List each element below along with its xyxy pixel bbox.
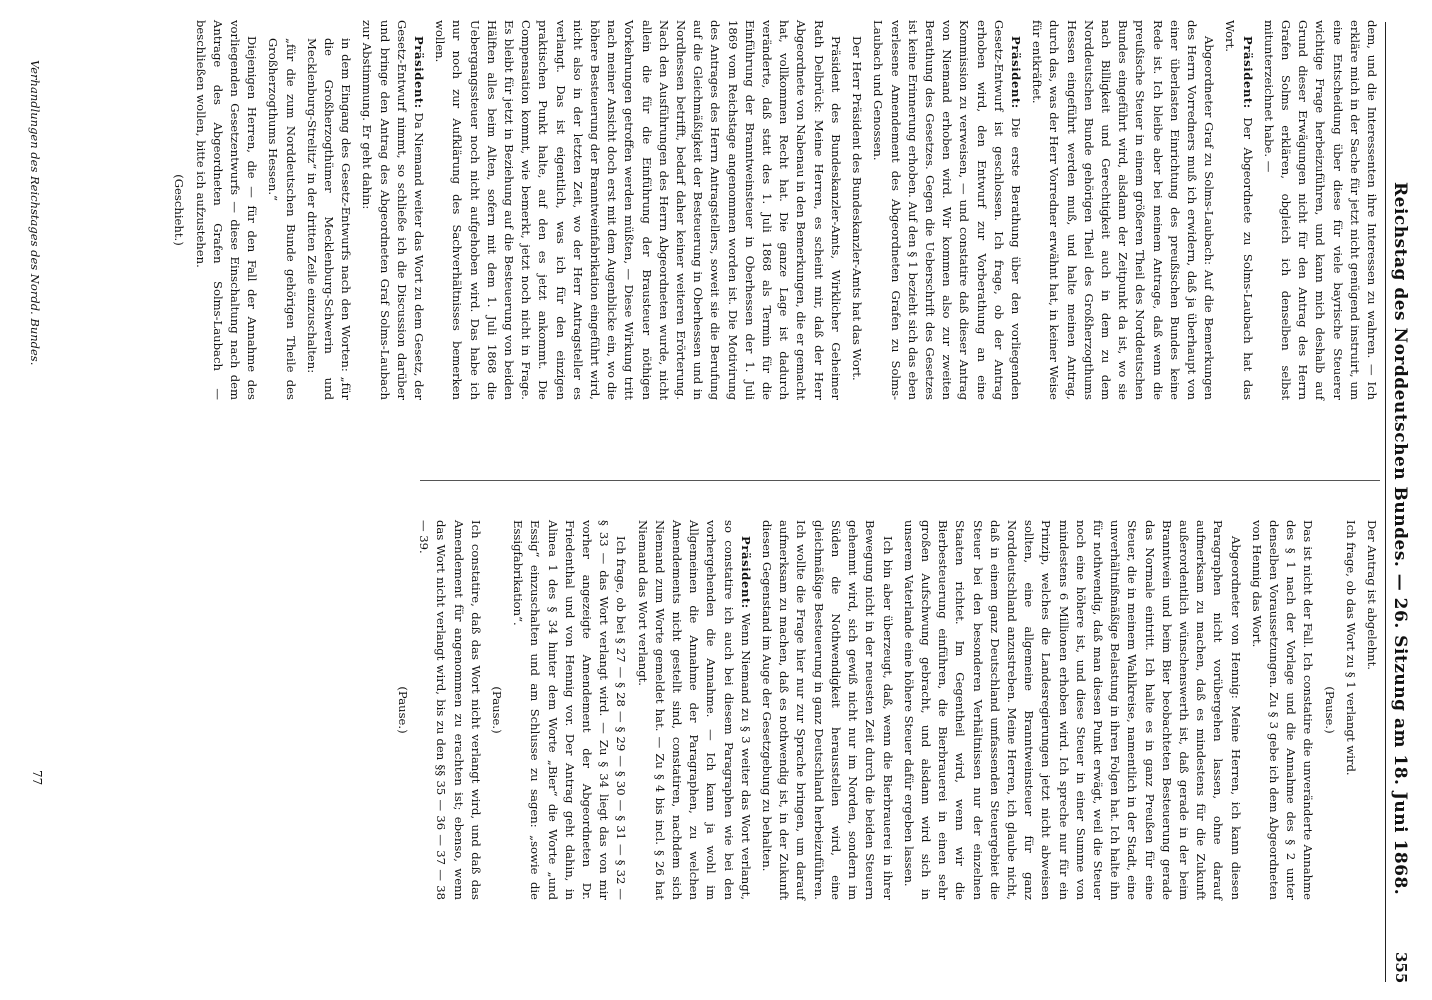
running-head: [1384, 22, 1414, 982]
paragraph: Der Herr Präsident des Bundeskanzler-Amts hat das Wort.: [850, 36, 865, 381]
column-divider: [420, 480, 1380, 481]
speech-text: Da Niemand weiter das Wort zu dem Gesetz, der Gesetz-Entwurf nimmt, so schließe ich die Discussion darüber und bringe den Antrag des Abgeordneten Graf Solms-Laubach zur Abstimmung. Er geht dahin:: [360, 20, 427, 400]
speech-text: Wenn Niemand zu § 3 weiter das Wort verlangt, so constatire ich auch bei diesem Paragraphen wie bei den vorhergehenden die Annahme. — Ich kann ja wohl im Allgemeinen die Annahme der Paragraphen, zu welchen Amendements nicht gestellt sind, constatiren, nachdem sich Niemand zum Worte gemeldet hat. — Zu § 4 bis incl. § 26 hat Niemand das Wort verlangt.: [635, 520, 753, 900]
speaker-name: Präsident:: [1008, 36, 1023, 109]
speaker-name: Präsident:: [1240, 36, 1255, 109]
speaker-name: Präsident:: [412, 36, 427, 109]
footer-signature-mark: 77: [30, 770, 44, 786]
paragraph: Abgeordneter von Hennig: Meine Herren, ich kann diesen Paragraphen nicht vorübergehen lassen, ohne darauf aufmerksam zu machen, daß es mindestens für die Zukunft außerordentlich wünschenswerth ist, daß gerade in der beim Branntwein und beim Bier beobachteten Besteuerung gerade das Normale eintritt. Ich halte es in ganz Preußen für eine Steuer, die in meinem Wahlkreise, namentlich in der Stadt, eine unverhältnißmäßige Belastung in ihren Folgen hat. Ich halte ihn für nothwendig, daß man diesen Punkt erwägt, weil die Steuer noch eine höhere ist, und diese Steuer in einer Summe von mindestens 6 Millionen erhoben wird. Ich spreche nur für ein Prinzip, welches die Landesregierungen jetzt nicht abweisen sollten, eine allgemeine Branntweinsteuer für ganz Norddeutschland anzustreben. Meine Herren, ich glaube nicht, daß in einem ganz Deutschland umfassenden Steuergebiet die Steuer bei den besonderen Verhältnissen nur der einzelnen Staaten richtet. Im Gegentheil wird, wenn wir die Bierbesteuerung einführen, die Bierbrauerei in einen sehr großen Aufschwung gebracht, und alsdann wird sich in unserem Vaterlande eine höhere Steuer dafür ergeben lassen.: [901, 520, 1243, 900]
speech-text: Der Abgeordnete zu Solms-Laubach hat das Wort.: [1223, 20, 1255, 400]
paragraph: Der Antrag ist abgelehnt.: [1365, 520, 1379, 670]
paragraph: dem, und die Interessenten ihre Interessen zu wahren. — Ich erkläre mich in der Sache für jetzt nicht genügend instruirt, um eine Entscheidung über diese für viele bayrische Steuerer wichtige Frage herbeizuführen, und kann mich deshalb auf Grund dieser Erwägungen nicht für den Antrag des Herrn Grafen Solms erklären, obgleich ich denselben selbst mitunterzeichnet habe. —: [1261, 20, 1379, 400]
speaker-paragraph: [869, 20, 1024, 400]
stage-direction: (Pause.): [396, 686, 411, 734]
speaker-paragraph: [633, 520, 753, 900]
paragraph: Ich frage, ob das Wort zu § 1 verlangt wird.: [1343, 520, 1358, 776]
quoted-motion: „für die zum Norddeutschen Bunde gehörigen Theile des Großherzogthums Hessen.“: [266, 38, 298, 400]
paragraph: Abgeordneter Graf zu Solms-Laubach: Auf die Bemerkungen des Herrn Vorredners muß ich erwidern, daß ja überhaupt von einer überlasten Einrichtung des preußischen Bundes keine Rede ist. Ich bleibe aber bei meinem Antrage, daß wenn die preußische Steuer in einem größeren Theil des Norddeutschen Bundes eingeführt wird, alsdann der Zeitpunkt da ist, wo sie nach Billigkeit und Gerechtigkeit auch in dem zu dem Norddeutschen Bunde gehörigen Theil des Großherzogthums Hessen eingeführt werden muß, und halte meinen Antrag, durch das, was der Herr Vorredner erwähnt hat, in keiner Weise für entkräftet.: [1030, 20, 1217, 400]
paragraph: Ich bin aber überzeugt, daß, wenn die Bierbrauerei in ihrer Bewegung nicht in der neuesten Zeit durch die beiden Steuern gehemmt wird, sich gewiß nicht nur im Norden, sondern im Süden die Nothwendigkeit herausstellen wird, eine gleichmäßige Besteuerung in ganz Deutschland herbeizuführen. Ich wollte die Frage hier nur zur Sprache bringen, um darauf aufmerksam zu machen, daß es nothwendig ist, in der Zukunft diesen Gegenstand im Auge der Gesetzgebung zu behalten.: [760, 520, 895, 900]
paragraph: Ich frage, ob bei § 27 — § 28 — § 29 — § 30 — § 31 — § 32 — § 33 — das Wort verlangt wird. — Zu § 34 liegt das von mir vorher angezeigte Amendement der Abgeordneten Dr. Friedenthal und von Hennig vor. Der Antrag geht dahin, in Alinea 1 des § 34 hinter dem Worte „Bier“ die Worte „und Essig“ einzuschalten und am Schlusse zu sagen: „sowie die Essigfabrikation“.: [511, 520, 629, 900]
footer-source: Verhandlungen des Reichstages des Nordd. Bundes.: [28, 60, 42, 366]
header-rule: [1385, 22, 1386, 982]
speaker-name: Präsident:: [738, 536, 753, 609]
page-number: 355: [1392, 952, 1410, 984]
stage-direction: (Pause.): [1322, 686, 1337, 734]
speaker-paragraph: [1221, 20, 1255, 400]
speaker-paragraph: [358, 20, 427, 400]
speech-text: Die erste Berathung über den vorliegenden Gesetz-Entwurf ist geschlossen. Ich frage, ob der Antrag erhoben wird, den Entwurf zur Vorberathung an eine Kommission zu verweisen, — und constatire daß dieser Antrag von Niemand erhoben wird. Wir kommen also zur zweiten Berathung des Gesetzes. Gegen die Ueberschrift des Gesetzes ist keine Erinnerung erhoben. Auf den § 1 bezieht sich das eben verlesene Amendement des Abgeordneten Grafen zu Solms-Laubach und Genossen.: [871, 20, 1023, 400]
right-text-column: [396, 520, 1380, 900]
paragraph: Das ist nicht der Fall. Ich constatire die unveränderte Annahme des § 1 nach der Vorlage und die Annahme des § 2 unter denselben Voraussetzungen. Zu § 3 gebe ich dem Abgeordneten von Hennig das Wort.: [1249, 520, 1316, 900]
left-text-column: [172, 20, 1380, 400]
stage-direction: (Geschieht.): [172, 174, 187, 246]
stage-direction: (Pause.): [490, 686, 505, 734]
quoted-motion: in dem Eingang des Gesetz-Entwurfs nach den Worten: „für die Großherzogthümer Mecklenburg-Schwerin und Mecklenburg-Strelitz“ in der dritten Zeile einzuschalten:: [304, 38, 354, 400]
paragraph: Ich constatire, daß das Wort nicht verlangt wird, und daß das Amendement für angenommen zu erachten ist; ebenso, wenn das Wort nicht verlangt wird, bis zu den §§ 35 — 36 — 37 — 38 — 39.: [417, 520, 483, 900]
paragraph: Präsident des Bundeskanzler-Amts, Wirklicher Geheimer Rath Delbrück: Meine Herren, es scheint mir, daß der Herr Abgeordnete von Nabenau in den Bemerkungen, die er gemacht hat, vollkommen Recht hat. Die ganze Lage ist dadurch veränderte, daß statt des 1. Juli 1868 als Termin für die Einführung der Branntweinsteuer in Oberhessen der 1. Juli 1869 vom Reichstage angenommen worden ist. Die Motivirung des Antrages des Herrn Antragstellers, soweit sie die Berufung auf die Gleichmäßigkeit der Besteuerung in Oberhessen und in Nordhessen betrifft, bedarf daher keiner weiteren Erörterung. Nach den Ausführungen des Herrn Abgeordneten wurde, nicht allein die für die Einführung der Brausteuer nöthigen Vorkehrungen getroffen werden müßten, — Diese Wirkung tritt nach meiner Ansicht doch erst mit dem Augenblicke ein, wo die höhere Besteuerung der Branntweinfabrikation eingeführt wird, nicht also in der letzten Zeit, wo der Herr Antragsteller es verlangt. Das ist eigentlich, was ich für den einzigen praktischen Punkt halte, auf den es jetzt ankommt. Die Compensation kommt, wie bemerkt, jetzt noch nicht in Frage. Es bleibt für jetzt in Beziehung auf die Besteuerung von beiden Hälften alles beim Alten, sofern mit dem 1. Juli 1868 die Uebergangssteuer noch nicht aufgehoben wird. Das habe ich nur noch zur Aufklärung des Sachverhältnisses bemerken wollen.: [433, 20, 843, 400]
running-head-title: Reichstag des Norddeutschen Bundes. — 26. Sitzung am 18. Juni 1868.: [1390, 182, 1410, 896]
paragraph: Diejenigen Herren, die — für den Fall der Annahme des vorliegenden Gesetzentwurfs — diese Einschaltung nach dem Antrage des Abgeordneten Grafen Solms-Laubach — beschließen wollen, bitte ich aufzustehen.: [193, 20, 260, 400]
